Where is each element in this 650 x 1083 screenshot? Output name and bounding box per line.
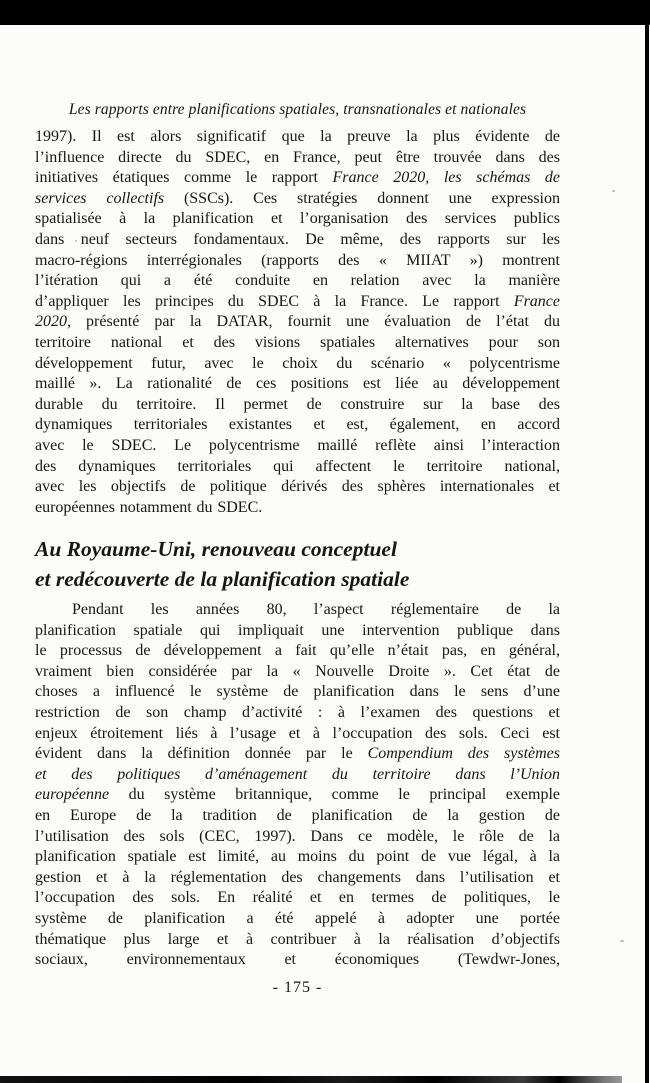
text-line: planification spatiale qui impliquait une intervention publique dans <box>35 621 560 639</box>
text-line: développement futur, avec le choix du scénario « polycentrisme <box>35 354 560 372</box>
text-line: européenne du système britannique, comme le principal exemple <box>35 786 560 804</box>
text-line: enjeux étroitement liés à l’usage et à l’occupation des sols. Ceci est <box>35 724 560 742</box>
text-line: des dynamiques territoriales qui affectent le territoire national, <box>35 457 560 475</box>
body-paragraph-1 <box>35 127 560 518</box>
text-line: planification spatiale est limité, au moins du point de vue légal, à la <box>35 848 560 866</box>
text-line: thématique plus large et à contribuer à la réalisation d’objectifs <box>35 930 560 948</box>
text-line: territoire national et des visions spatiales alternatives pour son <box>35 333 560 351</box>
running-header: Les rapports entre planifications spatiales, transnationales et nationales <box>68 101 527 118</box>
text-line: européennes notamment du SDEC. <box>35 498 263 516</box>
text-line: et des politiques d’aménagement du territoire dans l’Union <box>35 765 560 783</box>
text-line: Au Royaume-Uni, renouveau conceptuel <box>35 537 397 561</box>
text-line: avec le SDEC. Le polycentrisme maillé reflète ainsi l’interaction <box>35 436 560 454</box>
text-line: vraiment bien considérée par la « Nouvelle Droite ». Cet état de <box>35 662 560 680</box>
text-line: 2020, présenté par la DATAR, fournit une évaluation de l’état du <box>35 313 560 331</box>
section-heading <box>35 534 560 594</box>
scan-edge-top <box>0 0 650 25</box>
text-line: choses a influencé le système de planification dans le sens d’une <box>35 683 560 701</box>
scan-edge-right <box>645 0 649 1083</box>
text-line: restriction de son champ d’activité : à l’examen des questions et <box>35 703 560 721</box>
text-line: spatialisée à la planification et l’organisation des services publics <box>35 210 560 228</box>
text-line: dynamiques territoriales existantes et est, également, en accord <box>35 416 560 434</box>
scan-speckle <box>620 940 624 942</box>
text-line: sociaux, environnementaux et économiques (Tewdwr-Jones, <box>35 951 560 969</box>
text-line: 1997). Il est alors significatif que la preuve la plus évidente de <box>35 128 560 145</box>
text-line: le processus de développement a fait qu’elle n’était pas, en général, <box>35 642 560 660</box>
text-line: l’occupation des sols. En réalité et en termes de politiques, le <box>35 889 560 907</box>
text-line: et redécouverte de la planification spatiale <box>35 567 410 591</box>
text-line: durable du territoire. Il permet de construire sur la base des <box>35 395 560 413</box>
text-line: d’appliquer les principes du SDEC à la France. Le rapport France <box>35 292 560 310</box>
text-line: en Europe de la tradition de planification de la gestion de <box>35 806 560 824</box>
text-line: avec les objectifs de politique dérivés des sphères internationales et <box>35 478 560 496</box>
text-line: maillé ». La rationalité de ces positions est liée au développement <box>35 375 560 393</box>
text-line: initiatives étatiques comme le rapport France 2020, les schémas de <box>35 169 560 187</box>
scan-speckle <box>612 190 615 192</box>
text-line: évident dans la définition donnée par le Compendium des systèmes <box>35 745 560 763</box>
text-line: services collectifs (SSCs). Ces stratégies donnent une expression <box>35 189 560 207</box>
text-line: gestion et à la réglementation des changements dans l’utilisation et <box>35 868 560 886</box>
text-line: dans neuf secteurs fondamentaux. De même, des rapports sur les <box>35 230 560 248</box>
text-line: l’influence directe du SDEC, en France, peut être trouvée dans des <box>35 148 560 166</box>
text-line: Pendant les années 80, l’aspect réglementaire de la <box>72 601 560 618</box>
text-line: macro-régions interrégionales (rapports des « MIIAT ») montrent <box>35 251 560 269</box>
text-line: l’utilisation des sols (CEC, 1997). Dans ce modèle, le rôle de la <box>35 827 560 845</box>
scan-edge-bottom <box>0 1076 622 1083</box>
page-number: - 175 - <box>272 979 323 996</box>
body-paragraph-2 <box>35 600 560 971</box>
text-line: système de planification a été appelé à adopter une portée <box>35 909 560 927</box>
text-line: l’itération qui a été conduite en relation avec la manière <box>35 272 560 290</box>
